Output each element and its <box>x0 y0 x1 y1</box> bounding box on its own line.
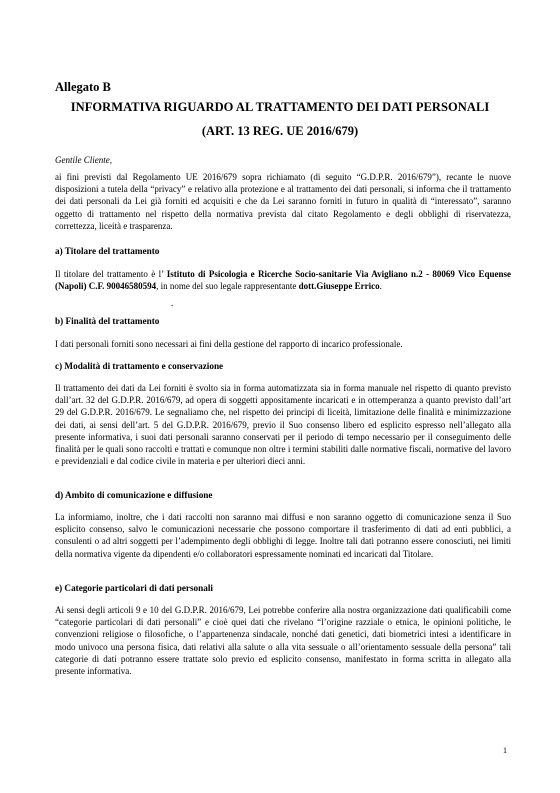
section-d-paragraph: La informiamo, inoltre, che i dati raccolti non saranno mai diffusi e non saranno oggetto di comunicazione senza il Suo esplicito consenso, salvo le comunicazioni necessarie che possono comportare il trasferimento di dati ad enti pubblici, a consulenti o ad altri soggetti per l’adempimento degli obblighi di legge. Inoltre tali dati potranno essere conosciuti, nei limiti della normativa vigente da dipendenti e/o collaboratori espressamente nominati ed incaricati dal Titolare. <box>55 512 511 559</box>
section-a-text-middle: , in nome del suo legale rappresentante <box>156 281 299 292</box>
salutation: Gentile Cliente, <box>55 155 112 165</box>
intro-paragraph: ai fini previsti dal Regolamento UE 2016/679 sopra richiamato (di seguito “G.D.P.R. 2016/679”), recante le nuove disposizioni a tutela della “privacy” e relativo alla protezione e al trattamento dei dati personali, si informa che il trattamento dei dati personali da Lei già forniti ed acquisiti e che da Lei saranno forniti in futuro in qualità di “interessato”, saranno oggetto di trattamento nel rispetto della normativa prevista dal citato Regolamento e degli obblighi di riservatezza, correttezza, liceità e trasparenza. <box>55 172 511 231</box>
section-a-text-suffix: . <box>379 281 382 292</box>
document-subtitle: (ART. 13 REG. UE 2016/679) <box>201 124 359 138</box>
section-e-heading: e) Categorie particolari di dati personali <box>55 583 213 593</box>
document-title: INFORMATIVA RIGUARDO AL TRATTAMENTO DEI DATI PERSONALI <box>70 100 490 114</box>
section-e-paragraph: Ai sensi degli articoli 9 e 10 del G.D.P.R. 2016/679, Lei potrebbe conferire alla nostra organizzazione dati qualificabili come “categorie particolari di dati personali” e cioè quei dati che rivelano “l’origine razziale o etnica, le opinioni politiche, le convenzioni religiose o filosofiche, o l’appartenenza sindacale, nonché dati genetici, dati biometrici intesi a identificare in modo univoco una persona fisica, dati relativi alla salute o alla vita sessuale o all’orientamento sessuale della persona” tali categorie di dati potranno essere trattate solo previo ed esplicito consenso, manifestato in forma scritta in allegato alla presente informativa. <box>55 605 511 677</box>
section-c-paragraph: Il trattamento dei dati da Lei forniti è svolto sia in forma automatizzata sia in forma manuale nel rispetto di quanto previsto dall’art. 32 del G.D.P.R. 2016/679, ad opera di soggetti appositamente incaricati e in ottemperanza a quanto previsto dall’art 29 del G.D.P.R. 2016/679. Le segnaliamo che, nel rispetto dei principi di liceità, limitazione delle finalità e minimizzazione dei dati, ai sensi dell’art. 5 del G.D.P.R. 2016/679, previo il Suo consenso libero ed esplicito espresso nell’allegato alla presente informativa, i suoi dati personali saranno conservati per il periodo di tempo necessario per il conseguimento delle finalità per le quali sono raccolti e trattati e comunque non oltre i termini stabiliti dalle normative fiscali, normative del lavoro e previdenziali e dal codice civile in materia e per ulteriori dieci anni. <box>55 383 511 467</box>
page-number: 1 <box>503 746 507 755</box>
annex-label: Allegato B <box>55 80 111 94</box>
stray-dot: . <box>171 298 174 308</box>
section-a-heading: a) Titolare del trattamento <box>55 246 160 256</box>
section-a-text-prefix: Il titolare del trattamento è l’ <box>55 269 167 279</box>
section-c-heading: c) Modalità di trattamento e conservazione <box>55 361 224 371</box>
section-b-heading: b) Finalità del trattamento <box>55 316 160 326</box>
legal-representative: dott.Giuseppe Errico <box>298 281 380 292</box>
section-a-paragraph <box>55 268 511 292</box>
controller-entity: Istituto di Psicologia e Ricerche Socio-sanitarie Via Avigliano n.2 - 80069 Vico Equense (Napoli) C.F. 90046580594 <box>55 269 511 292</box>
section-d-heading: d) Ambito di comunicazione e diffusione <box>55 490 213 500</box>
section-b-paragraph: I dati personali forniti sono necessari ai fini della gestione del rapporto di incarico professionale. <box>55 339 403 349</box>
